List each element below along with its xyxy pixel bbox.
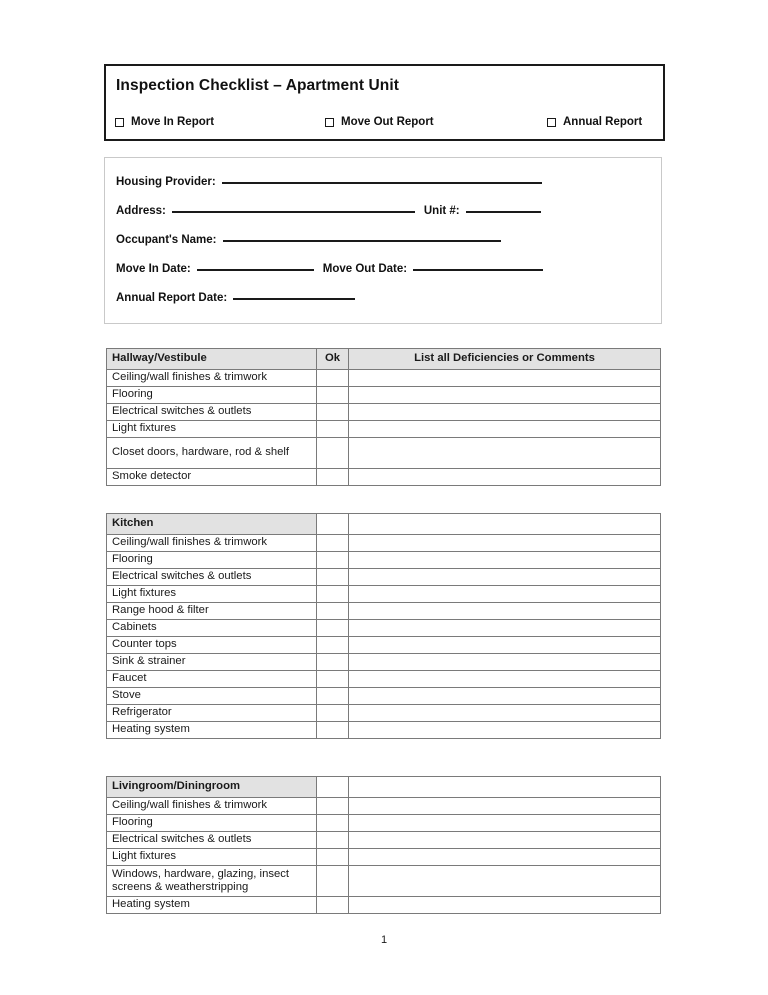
ok-checkbox-cell[interactable] xyxy=(317,832,349,849)
report-option-annual[interactable] xyxy=(547,116,642,128)
table-row xyxy=(107,404,661,421)
ok-checkbox-cell[interactable] xyxy=(317,586,349,603)
deficiency-comment-cell[interactable] xyxy=(349,866,661,897)
report-type-row xyxy=(106,116,663,138)
field-housing-provider xyxy=(116,176,542,188)
field-label: Annual Report Date: xyxy=(116,292,228,304)
inspection-item-label: Flooring xyxy=(107,387,317,404)
section-title: Hallway/Vestibule xyxy=(107,349,317,370)
deficiency-comment-cell[interactable] xyxy=(349,586,661,603)
table-row xyxy=(107,535,661,552)
checkbox-move-out-icon[interactable] xyxy=(325,118,334,127)
deficiency-comment-cell[interactable] xyxy=(349,897,661,914)
ok-checkbox-cell[interactable] xyxy=(317,387,349,404)
inspection-item-label: Electrical switches & outlets xyxy=(107,404,317,421)
tenant-info-box xyxy=(104,157,662,324)
table-row xyxy=(107,552,661,569)
table-row xyxy=(107,370,661,387)
field-label: Move In Date: xyxy=(116,263,191,275)
move-out-date-input[interactable] xyxy=(413,269,543,271)
checkbox-move-in-icon[interactable] xyxy=(115,118,124,127)
ok-checkbox-cell[interactable] xyxy=(317,722,349,739)
deficiency-comment-cell[interactable] xyxy=(349,603,661,620)
ok-checkbox-cell[interactable] xyxy=(317,569,349,586)
inspection-item-label: Smoke detector xyxy=(107,469,317,486)
deficiency-comment-cell[interactable] xyxy=(349,671,661,688)
inspection-item-label: Faucet xyxy=(107,671,317,688)
inspection-item-label: Light fixtures xyxy=(107,849,317,866)
inspection-item-label: Closet doors, hardware, rod & shelf xyxy=(107,438,317,469)
deficiency-comment-cell[interactable] xyxy=(349,832,661,849)
deficiency-comment-cell[interactable] xyxy=(349,654,661,671)
table-row xyxy=(107,866,661,897)
ok-checkbox-cell[interactable] xyxy=(317,469,349,486)
deficiency-comment-cell[interactable] xyxy=(349,438,661,469)
field-label: Address: xyxy=(116,205,166,217)
inspection-item-label: Ceiling/wall finishes & trimwork xyxy=(107,535,317,552)
deficiency-comment-cell[interactable] xyxy=(349,849,661,866)
report-option-move-in[interactable] xyxy=(115,116,214,128)
table-row xyxy=(107,438,661,469)
field-label-unit: Unit #: xyxy=(423,205,460,217)
field-annual-report-date xyxy=(116,292,355,304)
occupant-name-input[interactable] xyxy=(223,240,501,242)
table-row xyxy=(107,688,661,705)
inspection-item-label: Refrigerator xyxy=(107,705,317,722)
table-row xyxy=(107,705,661,722)
unit-number-input[interactable] xyxy=(466,211,541,213)
inspection-item-label: Counter tops xyxy=(107,637,317,654)
inspection-item-label: Stove xyxy=(107,688,317,705)
ok-checkbox-cell[interactable] xyxy=(317,552,349,569)
table-row xyxy=(107,897,661,914)
table-row xyxy=(107,421,661,438)
table-row xyxy=(107,798,661,815)
table-header-row xyxy=(107,349,661,370)
deficiency-comment-cell[interactable] xyxy=(349,469,661,486)
ok-checkbox-cell[interactable] xyxy=(317,866,349,897)
report-option-label: Move In Report xyxy=(131,116,215,128)
deficiency-comment-cell[interactable] xyxy=(349,815,661,832)
table-row xyxy=(107,654,661,671)
deficiency-comment-cell[interactable] xyxy=(349,370,661,387)
checkbox-annual-icon[interactable] xyxy=(547,118,556,127)
report-option-label: Move Out Report xyxy=(341,116,434,128)
ok-checkbox-cell[interactable] xyxy=(317,688,349,705)
ok-checkbox-cell[interactable] xyxy=(317,798,349,815)
inspection-item-label: Range hood & filter xyxy=(107,603,317,620)
section-title: Kitchen xyxy=(107,514,317,535)
table-header-row xyxy=(107,777,661,798)
ok-checkbox-cell[interactable] xyxy=(317,671,349,688)
section-header-spacer-ok xyxy=(317,777,349,798)
ok-checkbox-cell[interactable] xyxy=(317,603,349,620)
section-header-spacer-comments xyxy=(349,514,661,535)
table-row xyxy=(107,586,661,603)
address-input[interactable] xyxy=(172,211,415,213)
deficiency-comment-cell[interactable] xyxy=(349,798,661,815)
ok-checkbox-cell[interactable] xyxy=(317,620,349,637)
ok-checkbox-cell[interactable] xyxy=(317,370,349,387)
inspection-item-label: Cabinets xyxy=(107,620,317,637)
field-occupant-name xyxy=(116,234,501,246)
table-row xyxy=(107,671,661,688)
table-row xyxy=(107,849,661,866)
column-header-ok: Ok xyxy=(317,349,349,370)
inspection-item-label: Sink & strainer xyxy=(107,654,317,671)
inspection-item-label: Flooring xyxy=(107,815,317,832)
table-row xyxy=(107,832,661,849)
column-header-comments: List all Deficiencies or Comments xyxy=(349,349,661,370)
deficiency-comment-cell[interactable] xyxy=(349,404,661,421)
inspection-item-label: Flooring xyxy=(107,552,317,569)
field-label: Occupant's Name: xyxy=(116,234,217,246)
page-title: Inspection Checklist – Apartment Unit xyxy=(116,77,400,94)
report-option-label: Annual Report xyxy=(563,116,643,128)
section-header-spacer-ok xyxy=(317,514,349,535)
ok-checkbox-cell[interactable] xyxy=(317,637,349,654)
inspection-item-label: Electrical switches & outlets xyxy=(107,569,317,586)
table-row xyxy=(107,620,661,637)
ok-checkbox-cell[interactable] xyxy=(317,849,349,866)
deficiency-comment-cell[interactable] xyxy=(349,552,661,569)
inspection-item-label: Ceiling/wall finishes & trimwork xyxy=(107,370,317,387)
inspection-item-label: Light fixtures xyxy=(107,421,317,438)
deficiency-comment-cell[interactable] xyxy=(349,705,661,722)
deficiency-comment-cell[interactable] xyxy=(349,387,661,404)
ok-checkbox-cell[interactable] xyxy=(317,705,349,722)
ok-checkbox-cell[interactable] xyxy=(317,815,349,832)
table-row xyxy=(107,387,661,404)
ok-checkbox-cell[interactable] xyxy=(317,654,349,671)
annual-report-date-input[interactable] xyxy=(233,298,355,300)
ok-checkbox-cell[interactable] xyxy=(317,421,349,438)
deficiency-comment-cell[interactable] xyxy=(349,688,661,705)
ok-checkbox-cell[interactable] xyxy=(317,438,349,469)
field-label: Housing Provider: xyxy=(116,176,216,188)
deficiency-comment-cell[interactable] xyxy=(349,620,661,637)
field-label-move-out: Move Out Date: xyxy=(322,263,408,275)
ok-checkbox-cell[interactable] xyxy=(317,897,349,914)
field-address xyxy=(116,205,541,217)
deficiency-comment-cell[interactable] xyxy=(349,421,661,438)
page-number: 1 xyxy=(380,934,388,946)
table-header-row xyxy=(107,514,661,535)
inspection-item-label: Electrical switches & outlets xyxy=(107,832,317,849)
table-row xyxy=(107,569,661,586)
checklist-table-kitchen xyxy=(106,513,661,739)
ok-checkbox-cell[interactable] xyxy=(317,535,349,552)
ok-checkbox-cell[interactable] xyxy=(317,404,349,421)
deficiency-comment-cell[interactable] xyxy=(349,722,661,739)
table-row xyxy=(107,722,661,739)
table-row xyxy=(107,603,661,620)
section-title: Livingroom/Diningroom xyxy=(107,777,317,798)
housing-provider-input[interactable] xyxy=(222,182,542,184)
report-option-move-out[interactable] xyxy=(325,116,434,128)
checklist-table-hallway xyxy=(106,348,661,486)
table-row xyxy=(107,469,661,486)
deficiency-comment-cell[interactable] xyxy=(349,569,661,586)
deficiency-comment-cell[interactable] xyxy=(349,637,661,654)
deficiency-comment-cell[interactable] xyxy=(349,535,661,552)
checklist-table-livingroom xyxy=(106,776,661,914)
inspection-item-label: Light fixtures xyxy=(107,586,317,603)
table-row xyxy=(107,815,661,832)
move-in-date-input[interactable] xyxy=(197,269,314,271)
inspection-item-label: Ceiling/wall finishes & trimwork xyxy=(107,798,317,815)
section-header-spacer-comments xyxy=(349,777,661,798)
title-box xyxy=(104,64,665,141)
table-row xyxy=(107,637,661,654)
inspection-item-label: Windows, hardware, glazing, insect screens & weatherstripping xyxy=(107,866,317,897)
inspection-item-label: Heating system xyxy=(107,722,317,739)
inspection-item-label: Heating system xyxy=(107,897,317,914)
field-move-dates xyxy=(116,263,543,275)
